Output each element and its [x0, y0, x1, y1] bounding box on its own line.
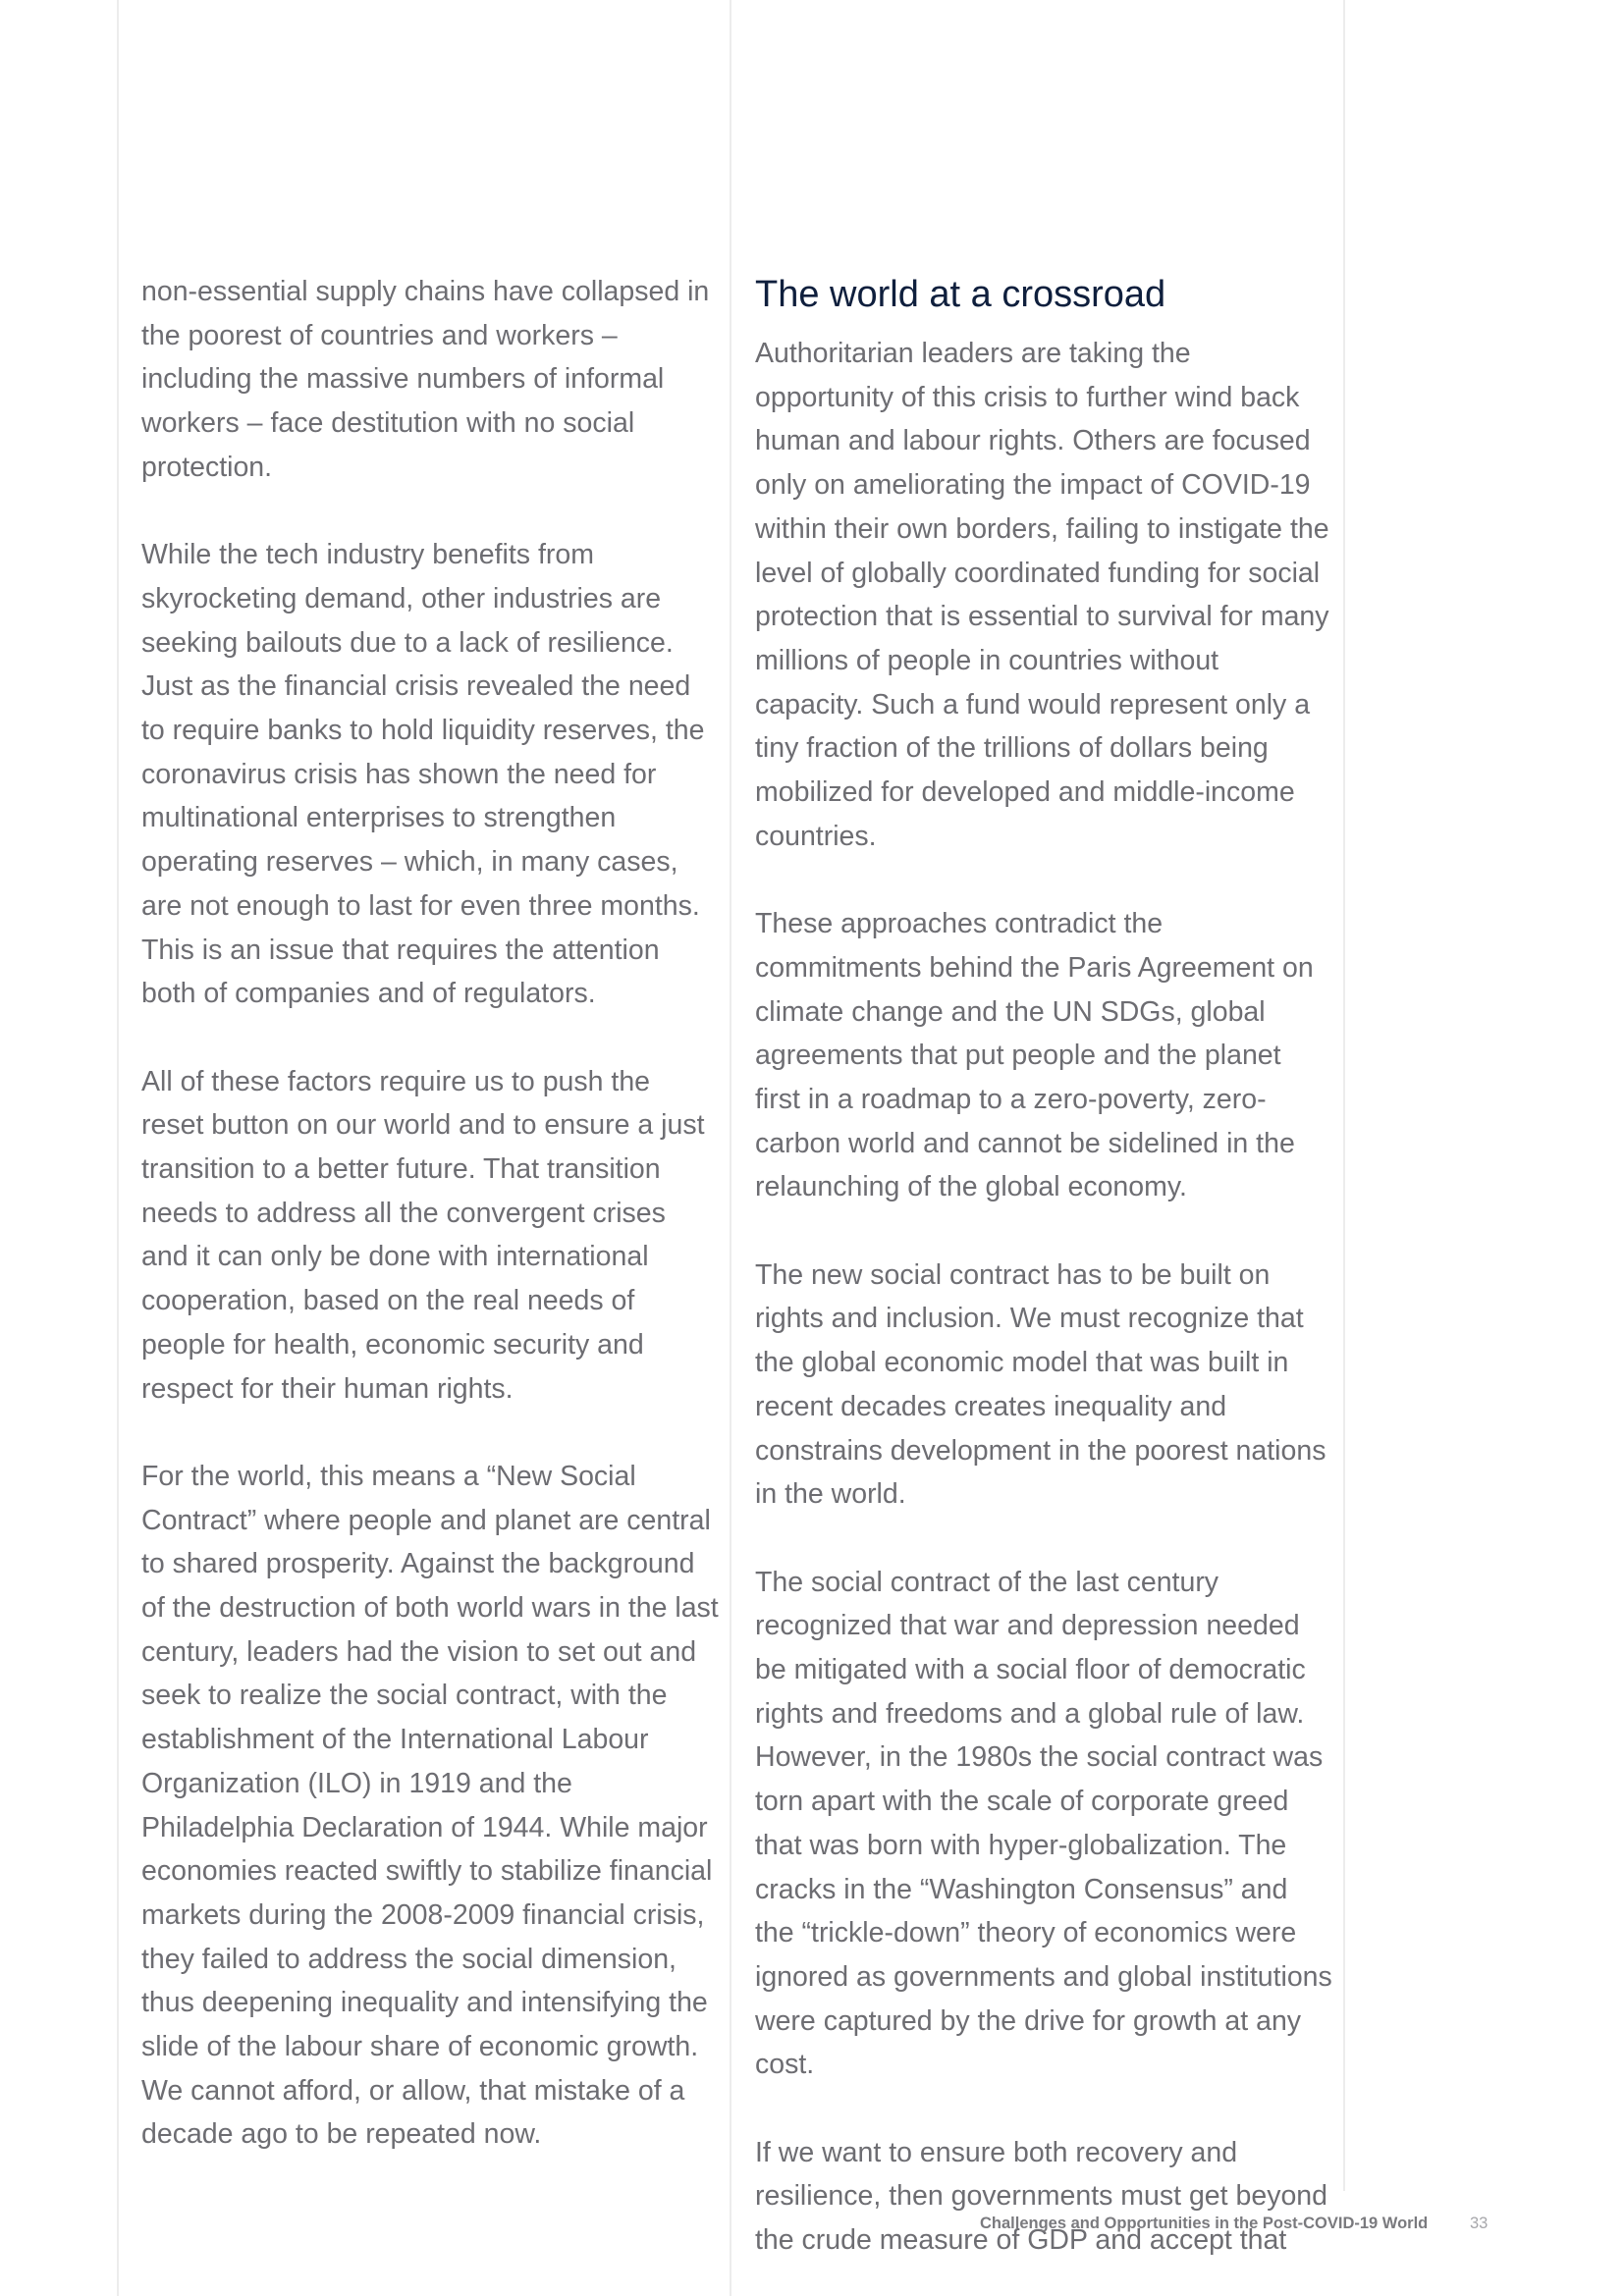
- paragraph: The new social contract has to be built on rights and inclusion. We must recognize that the global economic model that was built in recent decades creates inequality and constrains development in the poorest nations in the world.: [755, 1258, 1326, 1511]
- paragraph: non-essential supply chains have collapsed in the poorest of countries and workers – including the massive numbers of informal workers – face destitution with no social protection.: [141, 276, 710, 483]
- page-footer: [0, 2212, 1624, 2235]
- paragraph: If we want to ensure both recovery and resilience, then governments must get beyond the crude measure of GDP and accept that: [755, 2136, 1327, 2257]
- footer-title: Challenges and Opportunities in the Post-COVID-19 World: [980, 2215, 1429, 2232]
- left-column: [141, 270, 719, 2157]
- paragraph: All of these factors require us to push the reset button on our world and to ensure a just transition to a better future. That transition needs to address all the convergent crises and it can only be done with international cooperation, based on the real needs of people for health, economic security and respect for their human rights.: [141, 1065, 705, 1405]
- column-divider: [730, 0, 731, 2296]
- paragraph: These approaches contradict the commitments behind the Paris Agreement on climate change and the UN SDGs, global agreements that put people and the planet first in a roadmap to a zero-poverty, zero-carbon world and cannot be sidelined in the relaunching of the global economy.: [755, 908, 1314, 1203]
- margin-rule-right: [1343, 0, 1345, 2191]
- paragraph: Authoritarian leaders are taking the opportunity of this crisis to further wind back human and labour rights. Others are focused only on ameliorating the impact of COVID-19 within their own borders, failing to instigate the level of globally coordinated funding for social protection that is essential to survival for many millions of people in countries without capacity. Such a fund would represent only a tiny fraction of the trillions of dollars being mobilized for developed and middle-income countries.: [755, 338, 1329, 852]
- page-number: 33: [1470, 2215, 1489, 2232]
- section-heading: The world at a crossroad: [755, 274, 1166, 315]
- paragraph: For the world, this means a “New Social Contract” where people and planet are central to shared prosperity. Against the background of the destruction of both world wars in the last century, leaders had the vision to set out and seek to realize the social contract, with the establishment of the International Labour Organization (ILO) in 1919 and the Philadelphia Declaration of 1944. While major economies reacted swiftly to stabilize financial markets during the 2008-2009 financial crisis, they failed to address the social dimension, thus deepening inequality and intensifying the slide of the labour share of economic growth. We cannot afford, or allow, that mistake of a decade ago to be repeated now.: [141, 1460, 719, 2151]
- margin-rule-left: [117, 0, 119, 2296]
- paragraph: The social contract of the last century recognized that war and depression needed be mitigated with a social floor of democratic rights and freedoms and a global rule of law. However, in the 1980s the social contract was torn apart with the scale of corporate greed that was born with hyper-globalization. The cracks in the “Washington Consensus” and the “trickle-down” theory of economics were ignored as governments and global institutions were captured by the drive for growth at any cost.: [755, 1566, 1332, 2081]
- right-column: [755, 271, 1332, 2263]
- paragraph: While the tech industry benefits from skyrocketing demand, other industries are seeking bailouts due to a lack of resilience. Just as the financial crisis revealed the need to require banks to hold liquidity reserves, the coronavirus crisis has shown the need for multinational enterprises to strengthen operating reserves – which, in many cases, are not enough to last for even three months. This is an issue that requires the attention both of companies and of regulators.: [141, 539, 705, 1010]
